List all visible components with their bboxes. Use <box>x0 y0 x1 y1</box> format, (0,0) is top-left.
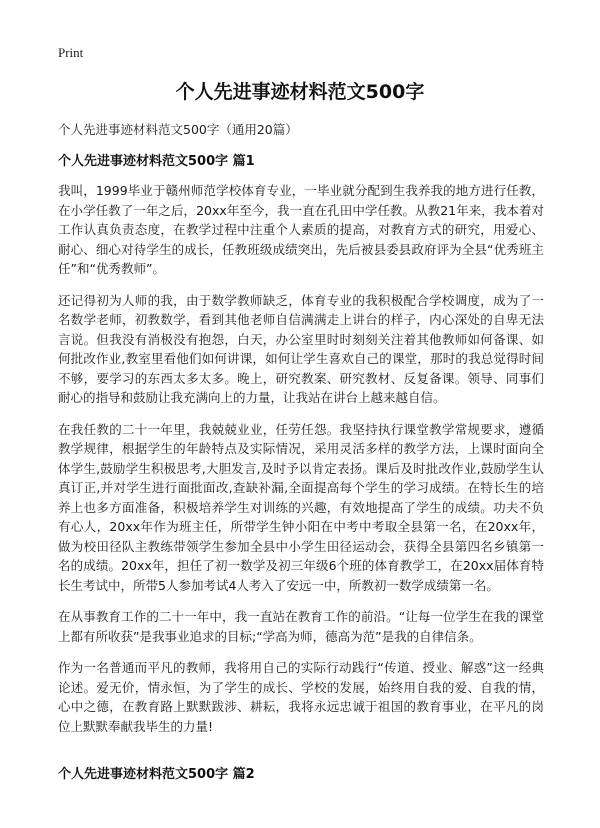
section-heading-1: 个人先进事迹材料范文500字 篇1 <box>58 154 255 169</box>
paragraph: 在从事教育工作的二十一年中，我一直站在教育工作的前沿。“让每一位学生在我的课堂上都有所收获”是我事业追求的目标;“学高为师，德高为范”是我的自律信条。 <box>58 609 544 644</box>
paragraph: 作为一名普通而平凡的教师，我将用自己的实际行动践行“传道、授业、解惑”这一经典论述。爱无价，情永恒，为了学生的成长、学校的发展，始终用自我的爱、自我的情，心中之德，在教育路上默默跋涉、耕耘，我将永远忠诚于祖国的教育事业，在平凡的岗位上默默奉献我毕生的力量! <box>58 660 544 734</box>
print-link[interactable]: Print <box>58 45 84 60</box>
paragraph: 还记得初为人师的我，由于数学教师缺乏，体育专业的我积极配合学校调度，成为了一名数学老师，初教数学，看到其他老师自信满满走上讲台的样子，内心深处的自卑无法言说。但我没有消极没有抱怨，白天，办公室里时时刻刻关注着其他教师如何备课、如何批改作业,教室里看他们如何讲课，如何让学生喜欢自己的课堂，那时的我总觉得时间不够，要学习的东西太多太多。晚上，研究教案、研究教材、反复备课。领导、同事们耐心的指导和鼓励让我充满向上的力量，让我站在讲台上越来越自信。 <box>58 292 544 405</box>
paragraph: 我叫，1999毕业于赣州师范学校体育专业，一毕业就分配到生我养我的地方进行任教，在小学任教了一年之后，20xx年至今，我一直在孔田中学任教。从教21年来，我本着对工作认真负责态度，在教学过程中注重个人素质的提高，对教育方式的研究，用爱心、耐心、细心对待学生的成长，任教班级成绩突出，先后被县委县政府评为全县“优秀班主任”和“优秀教师”。 <box>58 183 544 276</box>
section-1-body <box>58 181 544 748</box>
document-subtitle: 个人先进事迹材料范文500字（通用20篇） <box>58 122 298 137</box>
paragraph: 在我任教的二十一年里，我兢兢业业，任劳任怨。我坚持执行课堂教学常规要求，遵循教学规律，根据学生的年龄特点及实际情况，采用灵活多样的教学方法，上课时面向全体学生,鼓励学生积极思考,大胆发言,及时予以肯定表扬。课后及时批改作业,鼓励学生认真订正,并对学生进行面批面改,查缺补漏,全面提高每个学生的学习成绩。在特长生的培养上也多方面准备，积极培养学生对训练的兴趣，有效地提高了学生的成绩。功夫不负有心人，20xx年作为班主任，所带学生钟小阳在中考中考取全县第一名，在20xx年，做为校田径队主教练带领学生参加全县中小学生田径运动会，获得全县第四名乡镇第一名的成绩。20xx年，担任了初一数学及初三年级6个班的体育教学工，在20xx届体育特长生考试中，所带5人参加考试4人考入了安远一中，所教初一数学成绩第一名。 <box>58 421 544 593</box>
document-title: 个人先进事迹材料范文500字 <box>175 81 425 103</box>
section-heading-2: 个人先进事迹材料范文500字 篇2 <box>58 767 255 782</box>
